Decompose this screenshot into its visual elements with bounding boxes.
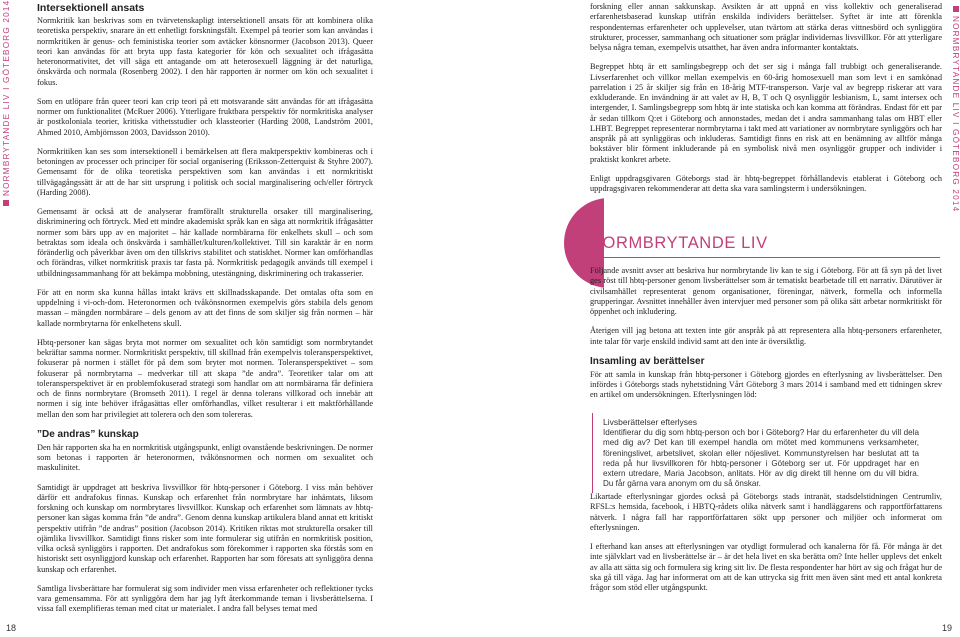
paragraph: För att en norm ska kunna hållas intakt krävs ett skillnadsskapande. Det omtalas ofta som en uppdelning i vi-och-dom. Heteronormen och tvåkönsnormen exempelvis görs stabila dels genom massan – mängden normbärare – dels genom av att det finns de som skiljer sig från normen – här kallade normbrytarna för enkelhetens skull. xyxy=(37,287,373,328)
callout-text: Identifierar du dig som hbtq-person och bor i Göteborg? Har du erfarenheter du vill dela med dig av? Det kan till exempel handla om mötet med kommunens verksamheter, föreningslivet, arbetslivet, skolan eller nöjeslivet. Kommunstyrelsen har beslutat att ta reda på hur livsvillkoren för hbtq-personer i Göteborg ser ut. För uppdraget har en extern utredare, Maria Jacobson, anlitats. Hör av dig direkt till henne om du vill bidra. Du får gärna vara anonym om du så önskar. xyxy=(603,428,919,489)
right-mid-column xyxy=(590,266,942,410)
paragraph: Samtidigt är uppdraget att beskriva livsvillkor för hbtq-personer i Göteborg. I viss mån behöver därför ett andrafokus finnas. Kunskap och erfarenhet från normbrytare har inhämtats, liksom forskning och kunskap om normbrytares livsvillkor. Kunskap och erfarenhet som lämnats av hbtq-personer kan sägas komma från ”de andra”. Genom denna kunskap artikulera bland annat ett kritiskt perspektiv utifrån ”de andras” position (Jacobson 2014). Kritiken riktas mot strukturella orsaker till ojämlika livsvillkor. Samtidigt finns risker som inte formulerar sig utifrån en normkritisk position, vilka också synliggörs i rapporten. Det andrafokus som förekommer i rapporten ska förstås som en historiskt sett osynliggjord kunskap och erfarenhet. Rapporten har som föresats att synliggöra denna kunskap och erfarenhet. xyxy=(37,482,373,574)
paragraph: Samtliga livsberättare har formulerat sig som individer men vissa erfarenheter och reflektioner tycks vara gemensamma. För att synliggöra dem har jag lyft återkommande teman i livsberättelserna. I vissa fall exemplifieras teman med citat ur materialet. I andra fall belyses temat med xyxy=(37,583,373,614)
chapter-title: NORMBRYTANDE LIV xyxy=(590,234,768,252)
paragraph: Enligt uppdragsgivaren Göteborgs stad är hbtq-begreppet förhållandevis etablerat i Göteborg och uppdragsgivaren rekommenderar att detta ska vara samlingsterm i undersökningen. xyxy=(590,173,942,193)
square-bullet-icon xyxy=(953,6,959,12)
paragraph: forskning eller annan sakkunskap. Avsikten är att uppnå en viss kollektiv och generaliserad erfarenhetsbaserad kunskap utifrån enskilda individers berättelser. Syftet är inte att förenkla respondenternas erfarenheter och upplevelser, utan tvärtom att stärka deras vittnesbörd och synliggöra strukturer, processer, sammanhang och situationer som präglar individernas livsvillkor. För att ytterligare belysa några teman, exempelvis utsatthet, har även andra informanter kontaktats. xyxy=(590,2,942,52)
paragraph: För att samla in kunskap från hbtq-personer i Göteborg gjordes en efterlysning av livsberättelser. Den infördes i Göteborgs stads nyhetstidning Vårt Göteborg 3 mars 2014 i samband med ett tidningen skrev en artikel om undersökningen. Efterlysningen löd: xyxy=(590,369,942,400)
side-label-left xyxy=(2,0,14,206)
right-bottom-column xyxy=(590,492,942,602)
paragraph: Normkritik kan beskrivas som en tvärvetenskapligt intersektionell ansats för att kombinera olika teoretiska perspektiv, snarare än ett enhetligt forskningsfält. Exempel på teorier som kan användas i normkritiken är genus- och feministiska teorier som avtäcker könsnormer (Jacobson 2013). Queer teori kan användas för att bryta upp fasta kategorier för kön och sexualitet och ifrågasätta heteronormativitet, det vill säga ett antagande om att heterosexuell läggning är det naturliga, önskvärda och normala (Rosenberg 2002). I den här rapporten är normer om kön och sexualitet i fokus. xyxy=(37,16,373,87)
subsection-heading: Insamling av berättelser xyxy=(590,355,705,367)
title-divider xyxy=(590,257,940,258)
paragraph: Likartade efterlysningar gjordes också på Göteborgs stads intranät, stadsdelstidningen Centrumliv, RFSL:s hemsida, facebook, i HBTQ-rådets olika nätverk samt i handläggarens och rapportförfattarens nätverk. I några fall har rapportförfattaren sökt upp personer och miljöer och informerat om efterlysningen. xyxy=(590,492,942,532)
paragraph: Den här rapporten ska ha en normkritisk utgångspunkt, enligt ovanstående beskrivningen. De normer som betonas i rapporten är heteronormen, tvåkönsnormen och normen om sexualitet och maskulinitet. xyxy=(37,442,373,473)
page-number: 19 xyxy=(942,623,953,633)
paragraph: Gemensamt är också att de analyserar framförallt strukturella orsaker till marginalisering, diskriminering och förtryck. Med ett mindre akademiskt språk kan en säga att normkritik ifrågasätter normer som bärs upp av en majoritet – här kallade normbärarna för enkelhets skull – och som betraktas som ideala och önskvärda i samhället/kulturen/kollektivet. Till sin karaktär är en norm föränderlig och påverkbar även om den tillskrivs stabilitet och statiskhet. Normer kan omförhandlas och förändras, vilket normkritisk praxis tar fasta på. Normkritisk pedagogik används till exempel i utbildningssammanhang för att bekämpa mobbning, utestängning, diskriminering och trakasserier. xyxy=(37,207,373,278)
right-top-column xyxy=(590,2,942,203)
subsection-heading: ”De andras” kunskap xyxy=(37,428,139,440)
callout-title: Livsberättelser efterlyses xyxy=(603,417,698,427)
side-label-text: NORMBRYTANDE LIV I GÖTEBORG 2014 xyxy=(2,0,11,196)
page-number: 18 xyxy=(6,623,17,633)
paragraph: I efterhand kan anses att efterlysningen var otydligt formulerad och kanalerna för få. För många är det inte självklart vad en livsberättelse är – är det hela livet en ska berätta om? Inte heller upplevs det enkelt av alla att sätta sig och formulera sig kring sitt liv. De flesta respondenter har hört av sig och frågat hur de ska gå till väga. Jag har informerat om att de kan uttrycka sig fritt men även sänt med ett antal konkreta frågor som stöd eller utgångspunkt. xyxy=(590,542,942,592)
square-bullet-icon xyxy=(3,200,9,206)
paragraph: Som en utlöpare från queer teori kan crip teori på ett motsvarande sätt användas för att ifrågasätta normer om funktionalitet (McRuer 2006). Ytterligare fruktbara perspektiv för normkritiska analyser är postkoloniala teorier, kritiska vithetsstudier och klassteorier (Harding 2008, Landström 2001, Ahmed 2010, Ambjörnsson 2003, Davidsson 2010). xyxy=(37,96,373,137)
paragraph: Normkritiken kan ses som intersektionell i bemärkelsen att flera maktperspektiv kombineras och i betoningen av processer och principer för social organisering (Eriksson-Zetterquist & Styhre 2007). Gemensamt för de olika teoretiska perspektiven som kan användas i ett normkritiskt tillvägagångssätt är att de har sitt ursprung i politisk och social marginalisering och/eller förtryck (Harding 2008). xyxy=(37,146,373,197)
left-column-1 xyxy=(37,2,373,624)
paragraph: Hbtq-personer kan sägas bryta mot normer om sexualitet och kön samtidigt som normbrytandet bekräftar samma normer. Normkritiskt perspektiv, till skillnad från exempelvis toleransperspektivet, fokuserar på normen i stället för på dem som bryter mot normen. Toleransperspektivet – som fokuserar på normbrytarna – medverkar till att skapa ”de andra”. Teoretiker talar om att toleransperspektivet är en problemfokuserad strategi som handlar om att normbärarna får definiera och de finns normbrytare (Bromseth 2011). I regel är denna tolerans villkorad och innebär att normen i sig inte behöver ifrågasättas eller omförhandlas, vilket resulterar i ett maktförhållande mellan den som har privilegiet att tolerera och den som tolereras. xyxy=(37,337,373,419)
paragraph: Återigen vill jag betona att texten inte gör anspråk på att representera alla hbtq-personers erfarenheter, inte talar för varje enskild individ samt att den inte är översiktlig. xyxy=(590,326,942,346)
callout-box xyxy=(592,413,929,493)
paragraph: Följande avsnitt avser att beskriva hur normbrytande liv kan te sig i Göteborg. För att få syn på det livet ges röst till hbtq-personer genom livsberättelser som är tematiskt bearbetade till ett narrativ. Därutöver är civilsamhället representerat genom organisationer, föreningar, nätverk, formella och informella grupperingar. Avsnittet innehåller även intervjuer med personer som på olika sätt arbetar normkritiskt för öppenhet och inkludering. xyxy=(590,266,942,316)
paragraph: Begreppet hbtq är ett samlingsbegrepp och det ser sig i många fall trubbigt och generaliserande. Livserfarenhet och villkor mellan exempelvis en 60-årig homosexuell man som levt i en samkönad parrelation i 25 år skiljer sig från en 18-årig MTF-transperson. Varje val av begrepp riskerar att vara exkluderande. En invändning är att valet av H, B, T och Q osynliggör lesbianism, L, samt intersex och intergender, I. Samlingsbegrepp som hbtq är inte statiska och kan komma att förändras. Endast för ett par år sedan tillkom Q:et i Göteborg och annonstades, medan det i andra sammanhang talas om HBT eller LHBT. Begreppet representerar normbrytarna i takt med att variationer av normbrytare synliggörs och har anspråk på att synliggöras och inkluderas. Samtidigt finns en risk att en benämning av alltför många bokstäver blir förment inkluderande på en symbolisk nivå men osynliggör grupper och individer i praktiskt konkret arbete. xyxy=(590,62,942,164)
side-label-text: NORMBRYTANDE LIV I GÖTEBORG 2014 xyxy=(951,16,960,213)
side-label-right xyxy=(950,6,960,213)
section-heading: Intersektionell ansats xyxy=(37,2,145,14)
